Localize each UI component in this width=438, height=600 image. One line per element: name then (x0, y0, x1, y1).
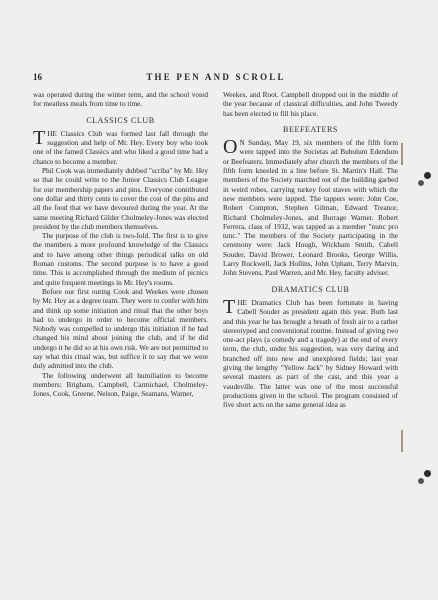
classics-club-heading: CLASSICS CLUB (86, 115, 155, 125)
left-column (33, 90, 208, 399)
binder-hole-middle (418, 180, 424, 186)
carryover-paragraph: was operated during the winter term, and the school voted for meatless meals from time to time. (33, 90, 208, 109)
dramatics-paragraph: THE Dramatics Club has been fortunate in having Cabell Souder as president again this year. Both last and this year he has brought a breath of fresh air to a rather stereotyped and conventional routine. Instead of giving two one-act plays (a comedy and a tragedy) at the end of every term, the club, under his suggestion, was very daring and branched off into new and unexplored fields; last year giving the lengthy "Yellow Jack" by Sidney Howard with several masters as part of the cast, and this year a vaudeville. The latter was one of the most successful productions given in the school. The program consisted of five short acts on the same general idea as (223, 295, 398, 410)
dropcap: T (33, 126, 46, 149)
dropcap: O (223, 136, 238, 159)
binder-hole-bottom (424, 470, 431, 477)
binder-hole-top (424, 172, 431, 179)
edge-mark (401, 430, 403, 452)
classics-paragraph-2: Phil Cook was immediately dubbed "scriba" by Mr. Hey so that he could write to the Junior Classics Club League for our membership papers and pins. Everyone contributed one dollar and thirty cents to cover the cost of the pins and all the food that we have devoured during the year. At the same meeting Richard Gilder Cholmeley-Jones was elected president by the club members themselves. (33, 166, 208, 231)
carryover-paragraph-right: Weekes, and Root. Campbell dropped out in the middle of the year because of classical difficulties, and John Tweedy has been elected to fill his place. (223, 90, 398, 118)
dramatics-club-heading: DRAMATICS CLUB (271, 284, 350, 294)
classics-paragraph-3: The purpose of the club is two-fold. The first is to give the members a more profound knowledge of the Classics and to have among other things periodical talks on old Roman customs. The second purpose is to have a good time. This is accomplished through the medium of picnics and quite frequent meetings in Mr. Hey's rooms. (33, 231, 208, 287)
page-number: 16 (33, 72, 42, 82)
page-title: THE PEN AND SCROLL (146, 72, 286, 82)
right-column (223, 90, 398, 410)
edge-mark (401, 143, 403, 165)
beefeaters-heading: BEEFEATERS (283, 124, 338, 134)
beefeaters-paragraph: O N Sunday, May 19, six members of the fifth form were tapped into the Societas ad Bubulum Edendum or Beefeaters. Immediately after church the members of the fifth form kneeled in a line before St. Martin's Hall. The members of the Society marched out of the building garbed in weird robes, carrying turkey foot staves with which the new members were tapped. The tappers were: John Coe, Robert Compton, Stephen Gilman, Edward Treanor, Richard Cholmeley-Jones, and Burrage Warner. Robert Ferrera, class of 1932, was tapped as a member "nunc pro tunc." The members of the Society participating in the ceremony were: Jack Hough, Wickham Smith, Cabell Souder, David Brower, Leonard Brooks, George Willis, Larry Rockwell, Jack Hollins, John Upham, Terry Marvin, John Stevens, Paul Warren, and Mr. Hey, faculty adviser. (223, 136, 398, 278)
dropcap: T (223, 295, 236, 318)
page-header (33, 72, 399, 84)
classics-paragraph-5: The following underwent all humiliation to become members: Brigham, Campbell, Carmichael, Cholmeley-Jones, Cook, Greene, Nelson, Paige, Seamans, Warner, (33, 370, 208, 399)
classics-paragraph-1: THE Classics Club was formed last fall through the suggestion and help of Mr. Hey. Every boy who took one of the famed Classics and who liked a good time had a chance to become a member. (33, 126, 208, 166)
binder-hole-bottom-2 (418, 478, 424, 484)
classics-paragraph-4: Before our first outing Cook and Weekes were chosen by Mr. Hey as a degree team. They were to confer with him and think up some initiation and ritual that the other boys had to undergo in order to become official members. Nobody was compelled to undergo this initiation if he had changed his mind about joining the club, and if he did undergo it he did so at his own risk. We are not permitted to say what this ritual was, but suffice it to say that we were duly admitted into the club. (33, 286, 208, 371)
